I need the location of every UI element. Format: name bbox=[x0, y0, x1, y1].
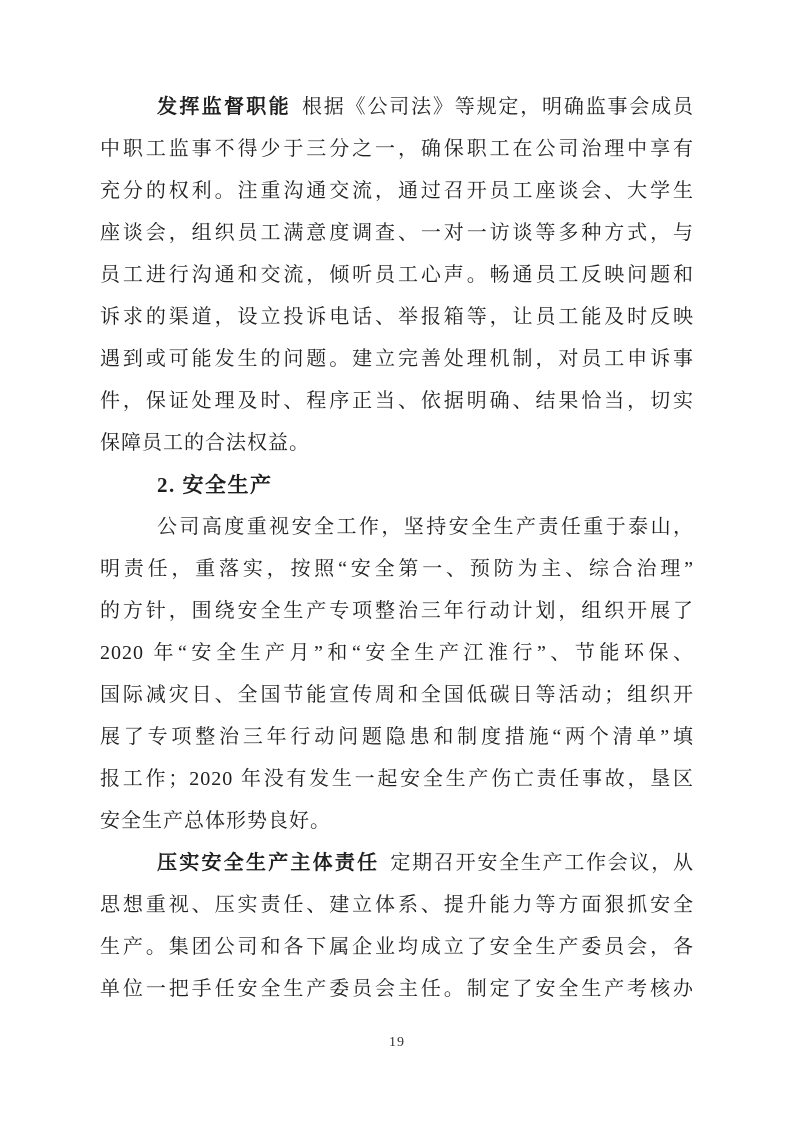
text-line bbox=[100, 380, 694, 422]
text-line bbox=[100, 86, 694, 128]
text-line bbox=[100, 884, 694, 926]
text-line bbox=[100, 590, 694, 632]
line-text: 的方针，围绕安全生产专项整治三年行动计划，组织开展了 bbox=[100, 600, 694, 622]
text-line bbox=[100, 758, 694, 800]
page-number: 19 bbox=[389, 1035, 405, 1050]
page-content bbox=[100, 86, 694, 1010]
text-line bbox=[100, 296, 694, 338]
text-line bbox=[100, 212, 694, 254]
line-text: 遇到或可能发生的问题。建立完善处理机制，对员工申诉事 bbox=[100, 348, 694, 370]
text-line bbox=[100, 128, 694, 170]
paragraph-lead-text: 发挥监督职能 bbox=[157, 96, 291, 118]
line-text: 安全生产总体形势良好。 bbox=[100, 810, 331, 832]
text-line bbox=[100, 716, 694, 758]
line-text: 保障员工的合法权益。 bbox=[100, 432, 310, 454]
text-line bbox=[100, 926, 694, 968]
line-text: 生产。集团公司和各下属企业均成立了安全生产委员会，各 bbox=[100, 936, 694, 958]
text-line bbox=[100, 632, 694, 674]
line-text: 国际减灾日、全国节能宣传周和全国低碳日等活动；组织开 bbox=[100, 684, 694, 706]
text-line bbox=[100, 674, 694, 716]
line-text: 展了专项整治三年行动问题隐患和制度措施“两个清单”填 bbox=[100, 726, 694, 748]
text-line bbox=[100, 338, 694, 380]
line-text: 思想重视、压实责任、建立体系、提升能力等方面狠抓安全 bbox=[100, 894, 694, 916]
line-text: 员工进行沟通和交流，倾听员工心声。畅通员工反映问题和 bbox=[100, 264, 694, 286]
line-text: 单位一把手任安全生产委员会主任。制定了安全生产考核办 bbox=[100, 978, 694, 1000]
line-text: 公司高度重视安全工作，坚持安全生产责任重于泰山， bbox=[157, 516, 694, 538]
text-line bbox=[100, 968, 694, 1010]
text-line bbox=[100, 422, 694, 464]
line-text: 座谈会，组织员工满意度调查、一对一访谈等多种方式，与 bbox=[100, 222, 694, 244]
line-text: 充分的权利。注重沟通交流，通过召开员工座谈会、大学生 bbox=[100, 180, 694, 202]
line-text: 定期召开安全生产工作会议，从 bbox=[390, 852, 694, 874]
text-line bbox=[100, 254, 694, 296]
line-text: 中职工监事不得少于三分之一，确保职工在公司治理中享有 bbox=[100, 138, 694, 160]
page-footer bbox=[0, 1033, 794, 1051]
line-text: 件，保证处理及时、程序正当、依据明确、结果恰当，切实 bbox=[100, 390, 694, 412]
line-text: 根据《公司法》等规定，明确监事会成员 bbox=[301, 96, 694, 118]
section-heading: 2. 安全生产 bbox=[157, 473, 273, 497]
text-line bbox=[100, 842, 694, 884]
text-line bbox=[100, 506, 694, 548]
line-text: 诉求的渠道，设立投诉电话、举报箱等，让员工能及时反映 bbox=[100, 306, 694, 328]
line-text: 明责任，重落实，按照“安全第一、预防为主、综合治理” bbox=[100, 558, 694, 580]
text-line bbox=[100, 800, 694, 842]
text-line bbox=[100, 170, 694, 212]
line-text: 报工作；2020 年没有发生一起安全生产伤亡责任事故，垦区 bbox=[100, 768, 694, 790]
paragraph-lead-text: 压实安全生产主体责任 bbox=[157, 852, 380, 874]
line-text: 2020 年“安全生产月”和“安全生产江淮行”、节能环保、 bbox=[100, 642, 694, 664]
text-line bbox=[100, 548, 694, 590]
